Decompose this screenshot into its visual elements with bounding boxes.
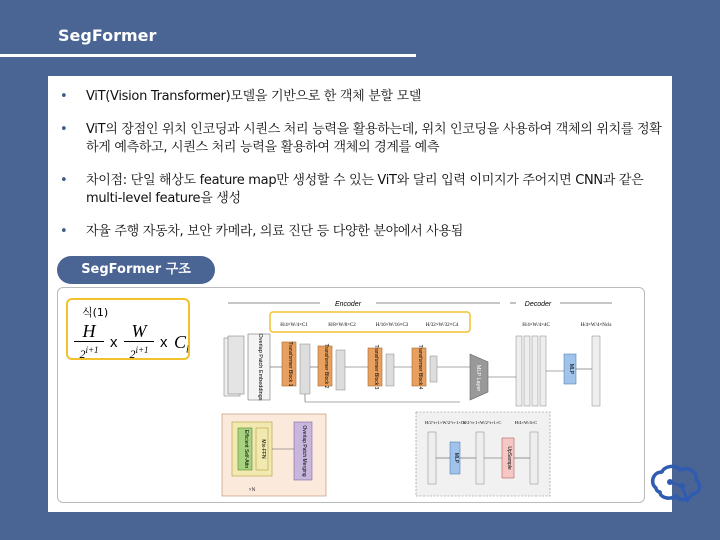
feature-dim: H/16×W/16×C3 [375,323,409,328]
channel-symbol [174,332,189,356]
denominator-exponent: i+1 [135,345,149,355]
repeat-label: ×N [248,488,256,493]
bullet-item [60,88,670,106]
decoder-label: Decoder [524,301,552,308]
bullet-icon: • [60,122,68,137]
channel-subscript: i [186,344,189,356]
mix-ffn-label: Mix-FFN [260,439,266,459]
detail-feature [428,432,436,484]
transformer-block-label: Transformer Block 2 [323,343,329,389]
denominator-base: 2 [129,347,136,361]
feature-map [300,344,310,394]
detail-dim: H/2^i+1×W/2^i+1×Ci [424,420,466,425]
decoder-dim: H/4×W/4×Ncls [580,323,612,328]
detail-dim: H/2^i+1×W/2^i+1×C [462,420,502,425]
bullet-text: ViT의 장점인 위치 인코딩과 시퀀스 처리 능력을 활용하는데, 위치 인코딩을 사용하여 객체의 위치를 정확하게 예측하고, 시퀀스 처리 능력을 활용하여 객체의 경계를 예측 [86,122,662,155]
patch-merging-label: Overlap Patch Merging [301,425,307,477]
bullet-text: ViT(Vision Transformer)모델을 기반으로 한 객체 분할 모델 [86,89,422,104]
feature-map [430,356,437,382]
transformer-block-label: Transformer Block 1 [287,341,293,387]
decoder-feature [524,336,530,406]
decoder-mlp-label: MLP [568,363,574,375]
decoder-feature [540,336,546,406]
transformer-stage-2 [318,344,345,390]
times-operator: x [110,334,118,351]
feature-map [336,350,345,390]
fraction-w [124,322,154,361]
fraction-bar [124,341,154,342]
bullet-icon: • [60,89,68,104]
bullet-item [60,223,670,241]
bullet-item [60,172,670,208]
formula-box [66,298,190,360]
transformer-block-label: Transformer Block 3 [373,344,379,390]
decoder-dim: H/4×W/4×4C [522,323,550,328]
section-pill: SegFormer 구조 [57,256,215,284]
channel-letter: C [174,332,187,352]
patch-embedding-label: Overlap Patch Embeddings [257,333,263,401]
feature-map [386,354,394,386]
encoder-label: Encoder [334,301,362,308]
mlp-layer-label: MLP Layer [475,364,481,392]
detail-feature [476,432,484,484]
output-map [592,336,600,406]
slide-title: SegFormer [58,26,157,45]
detail-feature [530,432,538,484]
transformer-block-label: Transformer Block 4 [417,344,423,390]
detail-dim: H/4×W/4×C [514,420,538,425]
bullet-item [60,121,670,157]
brain-logo-icon [648,462,704,506]
transformer-stage-4 [412,345,437,390]
fraction-denominator [74,343,104,361]
transformer-stage-3 [368,345,394,390]
detail-mlp-label: MLP [453,452,459,464]
input-image-layer [228,336,244,394]
bullet-icon: • [60,173,68,188]
feature-dim: H/8×W/8×C2 [328,323,356,328]
bullet-text: 자율 주행 자동차, 보안 카메라, 의료 진단 등 다양한 분야에서 사용됨 [86,224,463,239]
decoder-feature [532,336,538,406]
formula-label: 식(1) [82,306,109,319]
fraction-h [74,322,104,361]
fraction-numerator: H [82,321,96,341]
segformer-architecture-diagram [220,292,640,498]
feature-dim: H/4×W/4×C1 [280,323,308,328]
fraction-numerator: W [131,321,147,341]
feature-dims-box [270,312,470,332]
times-operator: x [160,334,168,351]
transformer-stage-1 [282,342,310,394]
fraction-denominator [124,343,154,361]
efficient-attn-label: Efficient Self-Attn [243,429,249,469]
denominator-exponent: i+1 [85,345,99,355]
decoder-feature [516,336,522,406]
title-underline [0,54,416,57]
upsample-label: UpSample [506,446,512,470]
denominator-base: 2 [79,347,86,361]
feature-dim: H/32×W/32×C4 [425,323,459,328]
bullet-list [60,88,670,256]
bullet-text: 차이점: 단일 해상도 feature map만 생성할 수 있는 ViT와 달리 입력 이미지가 주어지면 CNN과 같은 multi-level feature을 생성 [86,173,644,206]
bullet-icon: • [60,224,68,239]
fraction-bar [74,341,104,342]
